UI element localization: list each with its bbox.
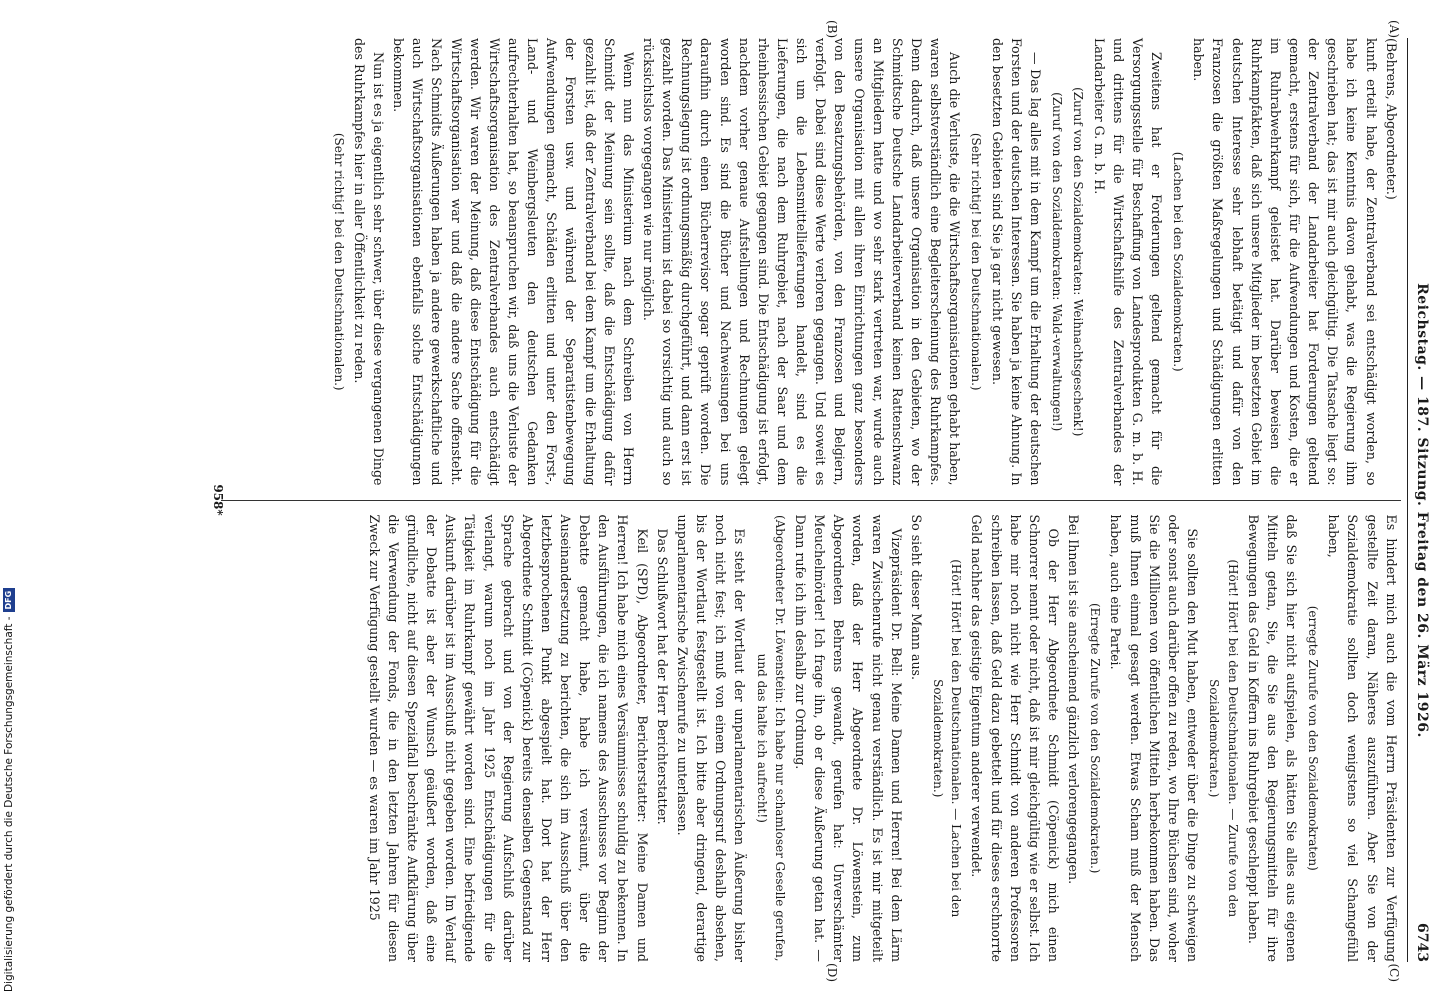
digitization-caption [2,592,16,992]
interjection: (Zuruf von den Sozialdemokraten: Wald-verwaltungen!) [1050,92,1065,432]
paragraph: Vizepräsident Dr. Bell: Meine Damen und Herren! Bei dem Lärm waren Zwischenrufe nicht genau verständlich. Es ist mir mitgeteilt worden, daß der Herr Abgeordnete Dr. Löwenstein, zum Abgeordneten Behrens gewandt, gerufen hat: Unverschämter Meuchelmörder! Ich frage ihn, ob er diese Äußerung getan hat. — Dann rufe ich ihn deshalb zur Ordnung. [792,514,904,962]
interjection: (Sehr richtig! bei den Deutschnationalen.) [331,132,346,391]
paragraph: — Das lag alles mit in dem Kampf um die Erhaltung der deutschen Forsten und der deutschen Interessen. Sie haben ja keine Ahnung. In den besetzten Gebieten sind Sie ja gar nicht gewesen. [989,38,1043,486]
interjection: (Erregte Zurufe von den Sozialdemokraten.) [1088,603,1103,874]
paragraph: Zweitens hat er Forderungen geltend gemacht für die Versorgungsstelle für Beschaffung von Landesprodukten G. m. b. H. und drittens für die Wirtschaftshilfe des Zentralverbandes der Landarbeiter G. m. b. H. [1091,38,1164,486]
interjection: (Zuruf von den Sozialdemokraten: Weihnachtsgeschenk!) [1071,87,1086,437]
paragraph: Es hindert mich auch die vom Herrn Präsidenten zur Verfügung gestellte Zeit daran, Näheres auszuführen. Aber Sie von der Sozialdemokratie sollten doch wenigstens so viel Schamgefühl haben, [1326,514,1399,962]
document-page [152,20,1434,980]
paragraph: Es steht der Wortlaut der unparlamentarischen Äußerung bisher noch nicht fest; ich muß von einem Ordnungsruf deshalb absehen, bis der Wortlaut festgestellt ist. Ich bitte aber dringend, derartige unparlamentarische Zwischenrufe zu unterlassen. [674,514,748,962]
dfg-logo: DFG [3,588,15,613]
column-left [221,38,1401,486]
paragraph: kunft erteilt habe, der Zentralverband sei entschädigt worden, so habe ich keine Kenntnis davon gehabt, was die Regierung ihm geschrieben hat; das ist mir auch gleichgültig. Die Tatsache liegt so: der Zentralverband der Landarbeiter hat Forderungen geltend gemacht, erstens für sich, für die Aufwendungen und Kosten, die er im Ruhrabwehrkampf geleistet hat. Darüber beweisen die Ruhrkampfakten, daß sich unsere Mitglieder im besetzten Gebiet im deutschen Interesse sehr lebhaft betätigt und dafür von den Franzosen die größten Maßregelungen und Schädigungen erlitten haben. [1191,38,1379,486]
caption-text: Digitalisierung gefördert durch die Deutsche Forschungsgemeinschaft - [3,616,15,992]
interjection: (Abgeordneter Dr. Löwenstein: Ich habe nur schamloser Geselle gerufen, und das halte ich aufrecht!) [754,514,787,962]
header-title: Reichstag. — 187. Sitzung. Freitag den 26. März 1926. [1414,283,1430,738]
paragraph: daß Sie sich hier nicht aufspielen, als hätten Sie alles aus eigenen Mitteln getan, Sie, die Sie aus den Regierungsmitteln für ihre Bewegungen das Geld in Koffern ins Ruhrgebiet geschleppt haben. [1245,514,1299,962]
column-divider [221,500,1401,501]
paragraph: Keil (SPD), Abgeordneter, Berichterstatter: Meine Damen und Herren! Ich habe mich eines Versäumnisses schuldig zu bekennen. In den Ausführungen, die ich namens des Ausschusses vor Beginn der Debatte gemacht habe, habe ich versäumt, über die Auseinandersetzung zu berichten, die sich im Ausschuß über den letztbesprochenen Punkt abgespielt hat. Dort hat der Herr Abgeordnete Schmidt (Cöpenick) bereits denselben Gegenstand zur Sprache gebracht und von der Regierung Aufschluß darüber verlangt, warum noch im Jahr 1925 Entschädigungen für die Tätigkeit im Ruhrkampf gewährt worden sind. Eine befriedigende Auskunft darüber ist im Ausschuß nicht gegeben worden. Im Verlauf der Debatte ist aber der Wunsch geäußert worden, daß eine gründliche, nicht auf diesen Spezialfall beschränkte Aufklärung über die Verwendung der Fonds, die in den letzten Jahren für diesen Zweck zur Verfügung gestellt wurden — es waren im Jahr 1925 [366,514,650,962]
column-right [221,515,1401,963]
margin-marker-a: (A) [1386,20,1401,39]
paragraph: Das Schlußwort hat der Herr Berichterstatter. [654,528,670,825]
paragraph: Auch die Verluste, die die Wirtschaftsorganisationen gehabt haben, waren selbstverständlich eine Begleiterscheinung des Ruhrkampfes. Denn dadurch, daß unsere Organisation in den Gebieten, wo der Schmidtsche Deutsche Landarbeiterverband keinen Rattenschwanz an Mitgliedern hatte und wo sehr stark vertreten war, wurde auch unsere Organisation mit allen ihren Einrichtungen ganz besonders von den Besatzungsbehörden, von den Franzosen und Belgiern, verfolgt. Dabei sind diese Werte verloren gegangen. Und soweit es sich um die Lebensmittellieferungen handelt, sind es die Lieferungen, die nach dem Ruhrgebiet, nach der Saar und dem rheinhessischen Gebiet gegangen sind. Die Entschädigung ist erfolgt, nachdem vorher genaue Aufstellungen und Rechnungen gelegt worden sind. Es sind die Bücher und Nachweisungen bei uns daraufhin durch einen Bücherrevisor sogar geprüft worden. Die Rechnungslegung ist ordnungsmäßig durchgeführt, und dann erst ist gezahlt worden. Das Ministerium ist dabei so vorsichtig und auch so rücksichtslos vorgegangen wie nur möglich. [641,38,963,486]
text-columns [210,20,1401,982]
margin-marker-d: (D) [824,963,839,982]
paragraph: So sieht dieser Mann aus. [908,514,924,681]
margin-marker-b: (B) [824,20,839,39]
paragraph: Nun ist es ja eigentlich sehr schwer, über diese vergangenen Dinge des Ruhrkampfes hier in aller Öffentlichkeit zu reden. [351,38,387,486]
paragraph: Sie sollten den Mut haben, entweder über die Dinge zu schweigen oder sonst auch darüber offen zu reden, wo Ihre Büchsen sind, woher Sie die Millionen von öffentlichen Mitteln herbekommen haben. Das muß Ihnen einmal gesagt werden. Etwas Scham muß der Mensch haben, auch eine Partei. [1108,514,1201,962]
page-header [1407,38,1432,962]
interjection: (Hört! Hört! bei den Deutschnationalen. — Lachen bei den Sozialdemokraten.) [931,559,964,918]
paragraph: Bei Ihnen ist sie anscheinend gänzlich verlorengegangen. [1066,514,1082,885]
paragraph: (Behrens, Abgeordneter.) [1383,38,1399,200]
interjection: (Sehr richtig! bei den Deutschnationalen.) [969,132,984,391]
interjection: (Lachen bei den Sozialdemokraten.) [1171,151,1186,372]
margin-marker-c: (C) [1386,963,1401,982]
page-number: 6743 [1414,923,1430,962]
interjection: (erregte Zurufe von den Sozialdemokraten) [1306,605,1321,871]
signature-mark: 958* [210,484,225,516]
interjection: (Hört! Hört! bei den Deutschnationalen. — Zurufe von den Sozialdemokraten.) [1207,559,1240,918]
paragraph: Wenn nun das Ministerium nach dem Schreiben von Herrn Schmidt der Meinung sein sollte, daß die Entschädigung dafür gezahlt ist, daß der Zentralverband bei dem Kampf um die Erhaltung der Forsten usw. und während der Separatistenbewegung Aufwendungen gemacht, Schäden erlitten und unter den Forst-, Land- und Weinbergsleuten den deutschen Gedanken aufrechterhalten hat, so beanspruchen wir, daß uns die Verluste der Wirtschaftsorganisation des Zentralverbandes auch entschädigt werden. Wir waren der Meinung, daß diese Entschädigung für die Wirtschaftsorganisation war und daß die andere Sache offensteht. Nach Schmidts Äußerungen haben ja andere gewerkschaftliche und auch Wirtschaftsorganisationen ebenfalls solche Entschädigungen bekommen. [391,38,636,486]
paragraph: Ob der Herr Abgeordnete Schmidt (Cöpenick) mich einen Schnorrer nennt oder nicht, daß ist mir gleichgültig wie er selbst. Ich habe mir noch nicht wie Herr Schmidt von anderen Professoren schreiben lassen, daß Geld dazu gebettelt und für dieses erschnorrte Geld nachher das geistige Eigentum anderer verwendet. [969,514,1061,962]
